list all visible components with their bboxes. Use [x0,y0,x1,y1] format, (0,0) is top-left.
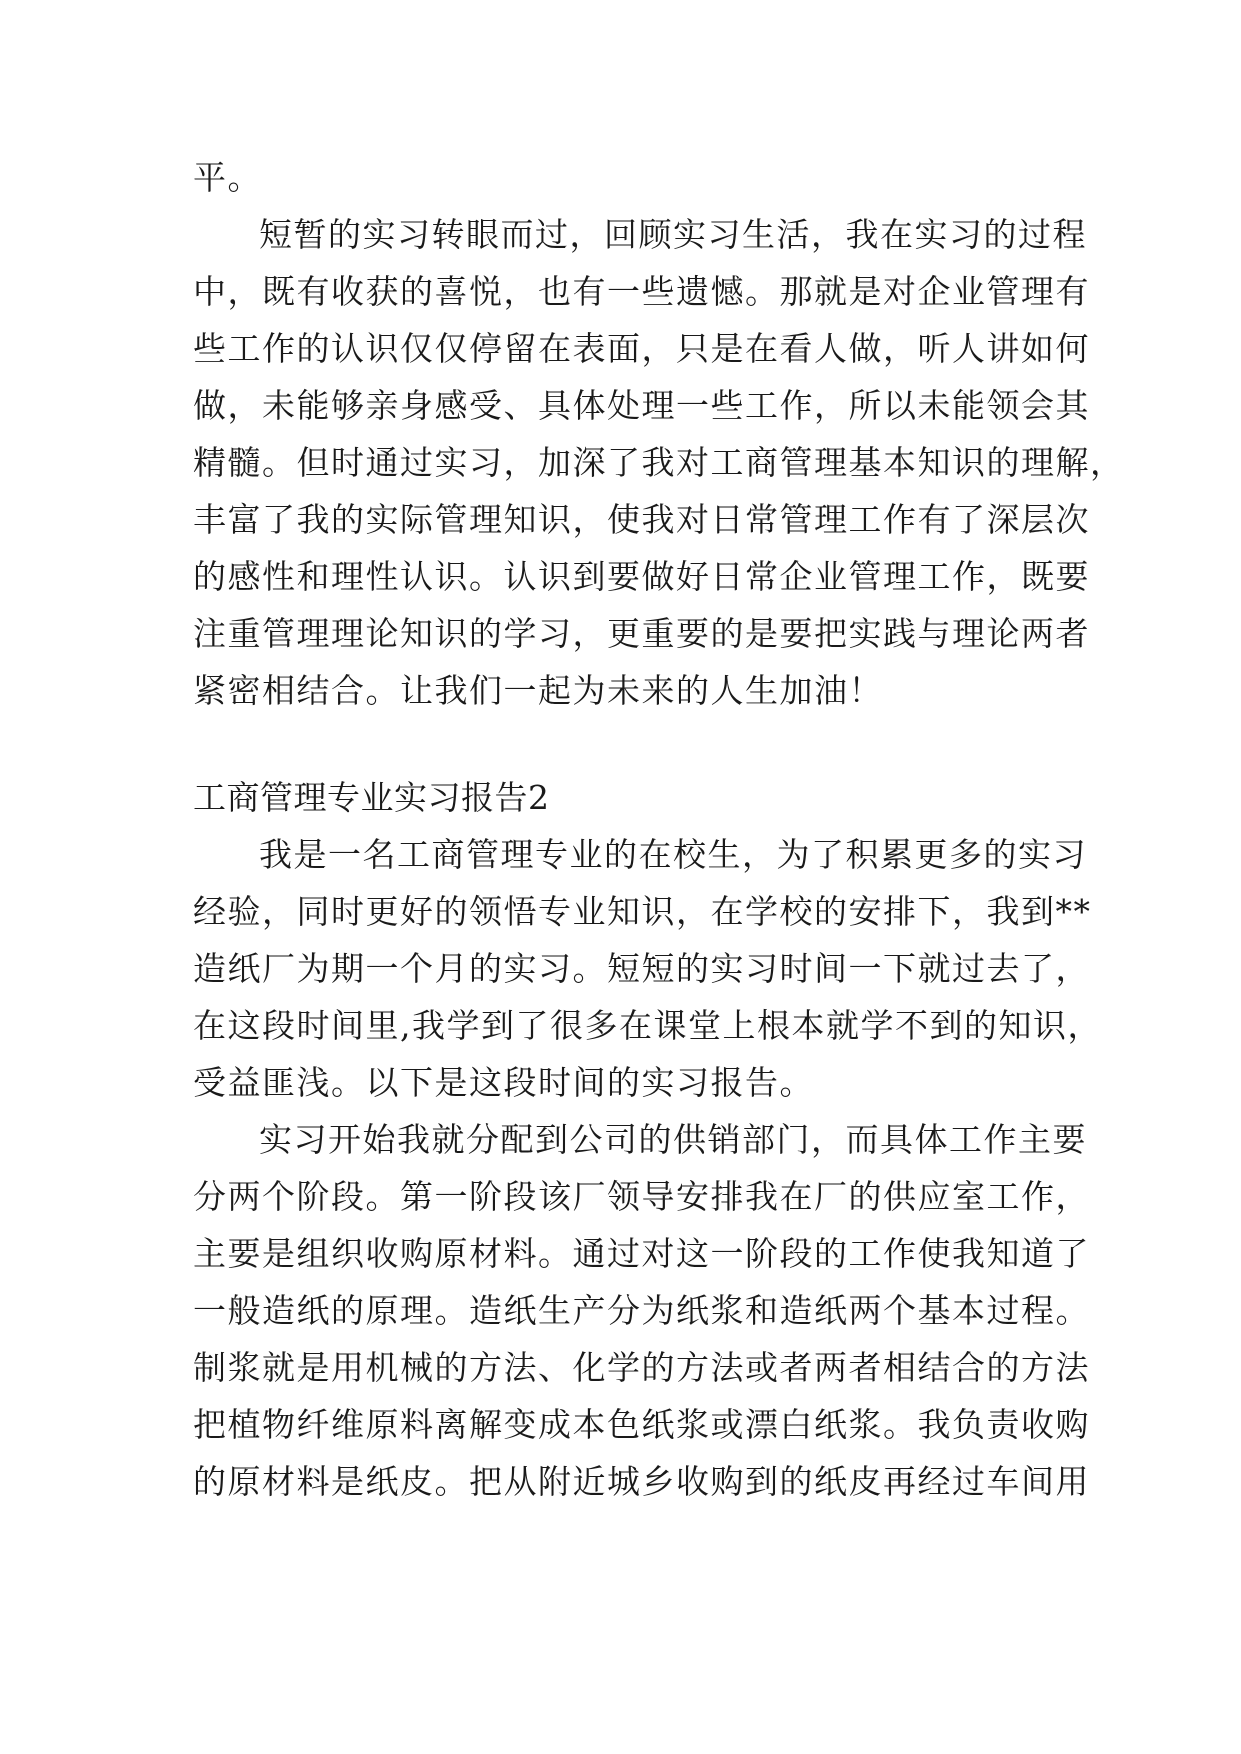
text-line: 丰富了我的实际管理知识，使我对日常管理工作有了深层次 [193,500,1090,539]
section-heading: 工商管理专业实习报告2 [193,778,550,817]
text-line: 在这段时间里,我学到了很多在课堂上根本就学不到的知识， [193,1006,1102,1045]
text-line: 中，既有收获的喜悦，也有一些遗憾。那就是对企业管理有 [193,272,1090,311]
paragraph-first-line: 实习开始我就分配到公司的供销部门，而具体工作主要 [259,1120,1087,1159]
text-line: 把植物纤维原料离解变成本色纸浆或漂白纸浆。我负责收购 [193,1405,1090,1444]
text-line: 紧密相结合。让我们一起为未来的人生加油！ [193,671,883,710]
text-line: 受益匪浅。以下是这段时间的实习报告。 [193,1063,814,1102]
text-line: 一般造纸的原理。造纸生产分为纸浆和造纸两个基本过程。 [193,1291,1090,1330]
text-line: 造纸厂为期一个月的实习。短短的实习时间一下就过去了， [193,949,1090,988]
text-line: 做，未能够亲身感受、具体处理一些工作，所以未能领会其 [193,386,1090,425]
text-line: 制浆就是用机械的方法、化学的方法或者两者相结合的方法 [193,1348,1090,1387]
text-line: 注重管理理论知识的学习，更重要的是要把实践与理论两者 [193,614,1090,653]
paragraph-first-line: 我是一名工商管理专业的在校生，为了积累更多的实习 [259,835,1087,874]
text-line: 分两个阶段。第一阶段该厂领导安排我在厂的供应室工作， [193,1177,1090,1216]
text-line: 平。 [193,158,262,197]
text-line: 些工作的认识仅仅停留在表面，只是在看人做，听人讲如何 [193,329,1090,368]
paragraph-first-line: 短暂的实习转眼而过，回顾实习生活，我在实习的过程 [259,215,1087,254]
text-line: 精髓。但时通过实习，加深了我对工商管理基本知识的理解， [193,443,1125,482]
text-line: 的原材料是纸皮。把从附近城乡收购到的纸皮再经过车间用 [193,1462,1090,1501]
text-line: 主要是组织收购原材料。通过对这一阶段的工作使我知道了 [193,1234,1090,1273]
text-line: 经验，同时更好的领悟专业知识，在学校的安排下，我到** [193,892,1092,931]
text-line: 的感性和理性认识。认识到要做好日常企业管理工作，既要 [193,557,1090,596]
